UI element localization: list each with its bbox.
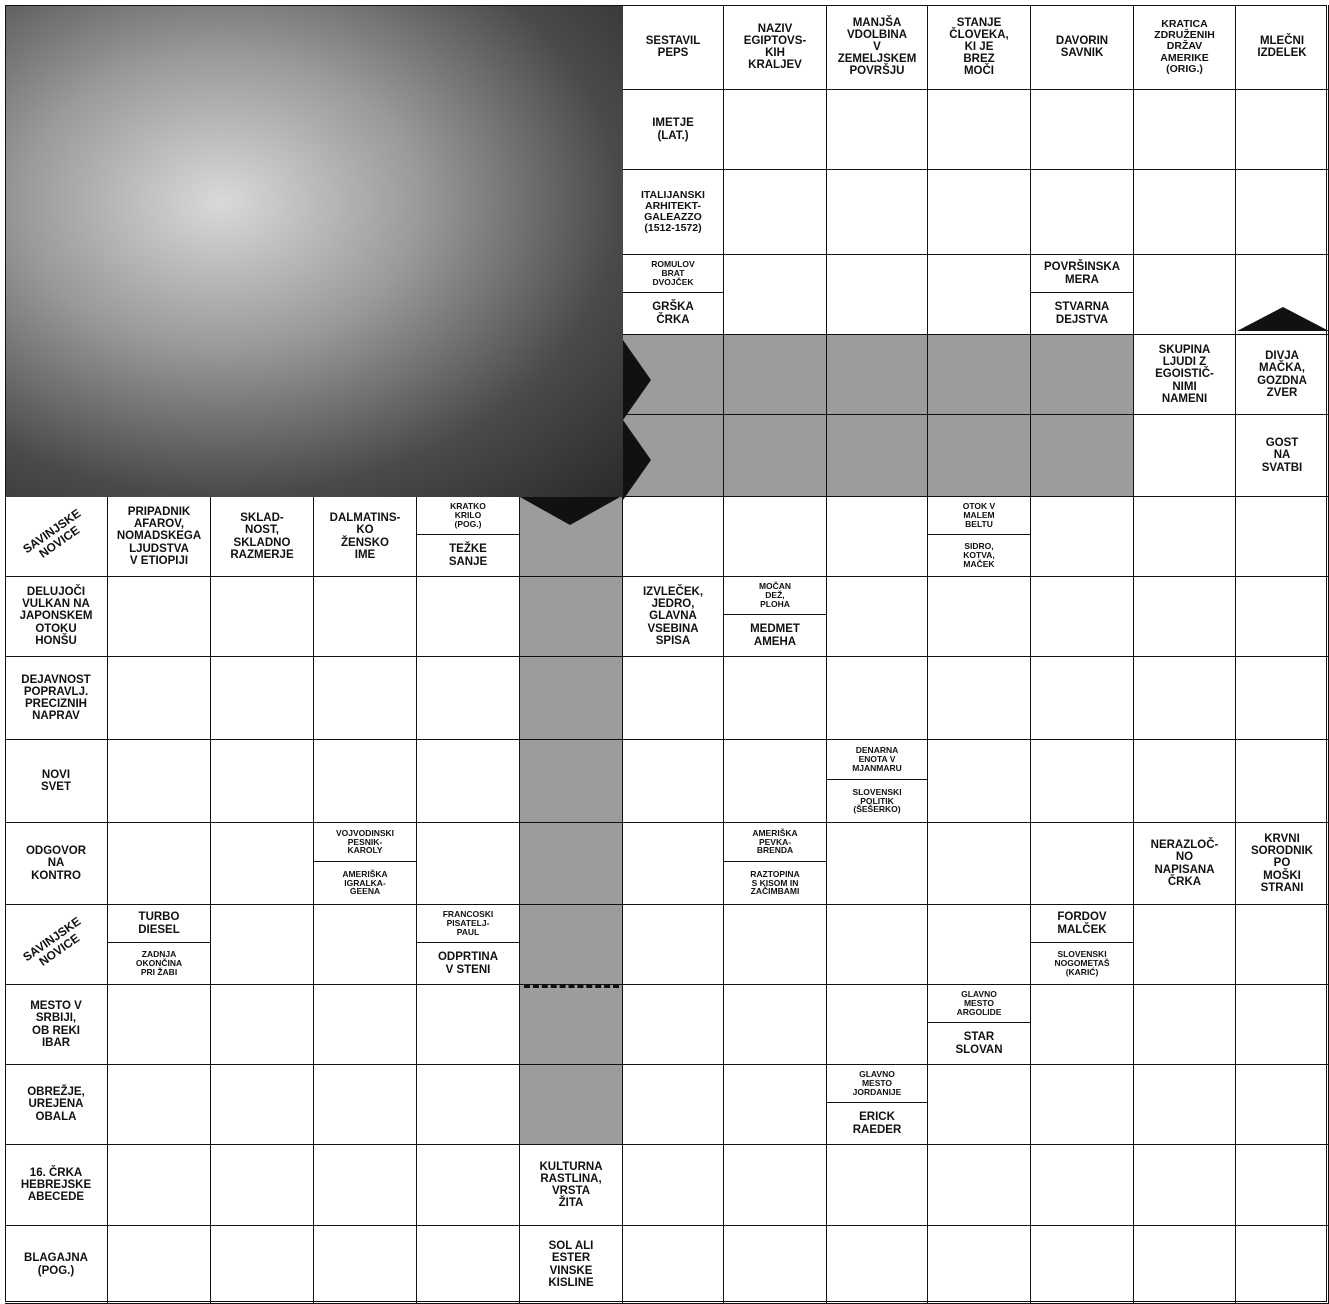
- clue-text: BLAGAJNA (POG.): [24, 1252, 88, 1277]
- clue-c33: [5, 823, 108, 905]
- answer-cell[interactable]: [623, 1065, 724, 1145]
- answer-cell[interactable]: [1134, 657, 1236, 740]
- clue-text: GLAVNO MESTO JORDANIJE: [852, 1069, 902, 1097]
- answer-cell[interactable]: [1134, 1065, 1236, 1145]
- dashed-separator: [524, 985, 619, 988]
- clue-text: DEJAVNOST POPRAVLJ. PRECIZNIH NAPRAV: [21, 673, 91, 723]
- answer-cell[interactable]: [1236, 497, 1329, 577]
- answer-cell[interactable]: [827, 985, 928, 1065]
- answer-cell[interactable]: [314, 657, 417, 740]
- clue-c9: [623, 170, 724, 255]
- clue-c18: [108, 497, 211, 577]
- clue-c13: [1031, 293, 1134, 335]
- clue-c46: [1031, 943, 1134, 985]
- clue-text: POVRŠINSKA MERA: [1043, 261, 1121, 286]
- answer-cell[interactable]: [928, 577, 1031, 657]
- clue-text: FORDOV MALČEK: [1057, 911, 1107, 936]
- answer-cell[interactable]: [623, 905, 724, 985]
- answer-cell[interactable]: [827, 577, 928, 657]
- clue-c51: [827, 1065, 928, 1103]
- answer-cell[interactable]: [417, 823, 520, 905]
- answer-cell[interactable]: [928, 90, 1031, 170]
- answer-cell[interactable]: [928, 255, 1031, 335]
- clue-c3: [827, 5, 928, 90]
- clue-c39: [1236, 823, 1329, 905]
- clue-text: DALMATINS- KO ŽENSKO IME: [329, 512, 401, 561]
- clue-text: SAVINJSKE NOVICE: [20, 506, 84, 561]
- answer-cell[interactable]: [211, 905, 314, 985]
- answer-cell[interactable]: [827, 170, 928, 255]
- answer-cell[interactable]: [314, 740, 417, 823]
- answer-cell[interactable]: [928, 905, 1031, 985]
- clue-text: 16. ČRKA HEBREJSKE ABECEDE: [20, 1166, 92, 1204]
- shaded-cell: [928, 415, 1031, 497]
- answer-cell[interactable]: [211, 985, 314, 1065]
- answer-cell[interactable]: [827, 90, 928, 170]
- clue-text: STAR SLOVAN: [955, 1031, 1003, 1056]
- answer-cell[interactable]: [1134, 90, 1236, 170]
- answer-cell[interactable]: [1134, 255, 1236, 335]
- answer-cell[interactable]: [108, 985, 211, 1065]
- answer-cell[interactable]: [928, 657, 1031, 740]
- answer-cell[interactable]: [724, 985, 827, 1065]
- clue-c22: [417, 535, 520, 577]
- answer-cell[interactable]: [928, 170, 1031, 255]
- clue-text: PRIPADNIK AFAROV, NOMADSKEGA LJUDSTVA V ETIOPIJI: [116, 506, 202, 567]
- clue-c28: [724, 615, 827, 657]
- answer-cell[interactable]: [1031, 1065, 1134, 1145]
- clue-c31: [827, 740, 928, 780]
- clue-c53: [5, 1145, 108, 1226]
- clue-text: SLOVENSKI NOGOMETAŠ (KARIĆ): [1054, 949, 1110, 977]
- clue-text: VOJVODINSKI PESNIK- KAROLY: [335, 827, 395, 856]
- shaded-cell: [520, 905, 623, 985]
- clue-text: SAVINJSKE NOVICE: [20, 914, 84, 969]
- answer-cell[interactable]: [724, 255, 827, 335]
- arrow-up-icon: [1237, 307, 1329, 331]
- answer-cell[interactable]: [827, 905, 928, 985]
- clue-c21: [417, 497, 520, 535]
- answer-cell[interactable]: [724, 1226, 827, 1304]
- clue-text: IMETJE (LAT.): [652, 117, 694, 142]
- answer-cell[interactable]: [1236, 90, 1329, 170]
- clue-c41: [108, 905, 211, 943]
- clue-text: OTOK V MALEM BELTU: [962, 501, 996, 529]
- answer-cell[interactable]: [827, 255, 928, 335]
- clue-c45: [1031, 905, 1134, 943]
- answer-cell[interactable]: [211, 1145, 314, 1226]
- clue-c48: [928, 985, 1031, 1023]
- answer-cell[interactable]: [417, 740, 520, 823]
- clue-c54: [520, 1145, 623, 1226]
- clue-c17: [5, 497, 108, 577]
- answer-cell[interactable]: [314, 905, 417, 985]
- clue-text: MOČAN DEŽ, PLOHA: [758, 581, 792, 609]
- answer-cell[interactable]: [1134, 905, 1236, 985]
- clue-text: MEDMET AMEHA: [750, 623, 800, 648]
- answer-cell[interactable]: [314, 1145, 417, 1226]
- answer-cell[interactable]: [623, 657, 724, 740]
- answer-cell[interactable]: [108, 1226, 211, 1304]
- answer-cell[interactable]: [417, 1226, 520, 1304]
- answer-cell[interactable]: [1236, 905, 1329, 985]
- clue-text: STVARNA DEJSTVA: [1054, 301, 1110, 326]
- shaded-cell: [724, 415, 827, 497]
- clue-text: TURBO DIESEL: [138, 911, 180, 936]
- answer-cell[interactable]: [417, 577, 520, 657]
- answer-cell[interactable]: [211, 577, 314, 657]
- answer-cell[interactable]: [1134, 170, 1236, 255]
- clue-text: SIDRO, KOTVA, MAČEK: [963, 541, 995, 569]
- clue-c2: [724, 5, 827, 90]
- answer-cell[interactable]: [1134, 1226, 1236, 1304]
- shaded-cell: [827, 335, 928, 415]
- clue-c6: [1134, 5, 1236, 90]
- clue-text: AMERIŠKA IGRALKA- GEENA: [342, 868, 388, 897]
- answer-cell[interactable]: [724, 1145, 827, 1226]
- answer-cell[interactable]: [1031, 577, 1134, 657]
- answer-cell[interactable]: [1134, 497, 1236, 577]
- clue-c16: [1236, 415, 1329, 497]
- answer-cell[interactable]: [724, 657, 827, 740]
- answer-cell[interactable]: [1031, 740, 1134, 823]
- answer-cell[interactable]: [314, 577, 417, 657]
- answer-cell[interactable]: [1236, 1226, 1329, 1304]
- answer-cell[interactable]: [928, 1226, 1031, 1304]
- shaded-cell: [1031, 335, 1134, 415]
- answer-cell[interactable]: [1236, 1065, 1329, 1145]
- clue-text: MANJŠA VDOLBINA V ZEMELJSKEM POVRŠJU: [837, 16, 917, 78]
- clue-c11: [623, 293, 724, 335]
- shaded-cell: [520, 740, 623, 823]
- answer-cell[interactable]: [417, 985, 520, 1065]
- answer-cell[interactable]: [623, 823, 724, 905]
- answer-cell[interactable]: [1031, 823, 1134, 905]
- clue-text: GOST NA SVATBI: [1261, 437, 1303, 474]
- answer-cell[interactable]: [1236, 985, 1329, 1065]
- clue-text: FRANCOSKI PISATELJ- PAUL: [442, 909, 494, 937]
- shaded-cell: [928, 335, 1031, 415]
- clue-c30: [5, 740, 108, 823]
- clue-text: TEŽKE SANJE: [448, 543, 488, 568]
- clue-c50: [5, 1065, 108, 1145]
- clue-c27: [724, 577, 827, 615]
- answer-cell[interactable]: [623, 985, 724, 1065]
- clue-c10: [623, 255, 724, 293]
- clue-text: MESTO V SRBIJI, OB REKI IBAR: [30, 1000, 82, 1049]
- clue-text: SESTAVIL PEPS: [645, 34, 701, 59]
- answer-cell[interactable]: [1031, 170, 1134, 255]
- shaded-cell: [520, 1065, 623, 1145]
- clue-c23: [928, 497, 1031, 535]
- answer-cell[interactable]: [1031, 1226, 1134, 1304]
- clue-text: KULTURNA RASTLINA, VRSTA ŽITA: [539, 1160, 603, 1210]
- shaded-cell: [827, 415, 928, 497]
- answer-cell[interactable]: [417, 1145, 520, 1226]
- arrow-right-icon: [623, 340, 651, 420]
- answer-cell[interactable]: [108, 823, 211, 905]
- answer-cell[interactable]: [1236, 1145, 1329, 1226]
- clue-c8: [623, 90, 724, 170]
- clue-text: KRVNI SORODNIK PO MOŠKI STRANI: [1251, 833, 1313, 894]
- clue-text: ERICK RAEDER: [852, 1111, 902, 1136]
- clue-c14: [1134, 335, 1236, 415]
- clue-c24: [928, 535, 1031, 577]
- clue-c43: [417, 905, 520, 943]
- answer-cell[interactable]: [314, 985, 417, 1065]
- answer-cell[interactable]: [928, 823, 1031, 905]
- answer-cell[interactable]: [623, 740, 724, 823]
- clue-text: DIVJA MAČKA, GOZDNA ZVER: [1257, 350, 1307, 399]
- clue-c55: [5, 1226, 108, 1304]
- clue-c49: [928, 1023, 1031, 1065]
- answer-cell[interactable]: [1031, 657, 1134, 740]
- clue-c5: [1031, 5, 1134, 90]
- answer-cell[interactable]: [108, 657, 211, 740]
- shaded-cell: [520, 823, 623, 905]
- answer-cell[interactable]: [1031, 90, 1134, 170]
- clue-text: ODGOVOR NA KONTRO: [25, 845, 87, 882]
- clue-text: ZADNJA OKONČINA PRI ŽABI: [135, 949, 183, 977]
- answer-cell[interactable]: [1031, 1145, 1134, 1226]
- clue-c15: [1236, 335, 1329, 415]
- clue-c26: [623, 577, 724, 657]
- answer-cell[interactable]: [623, 1226, 724, 1304]
- clue-text: SOL ALI ESTER VINSKE KISLINE: [548, 1240, 594, 1289]
- clue-text: GLAVNO MESTO ARGOLIDE: [956, 989, 1002, 1017]
- answer-cell[interactable]: [1031, 497, 1134, 577]
- answer-cell[interactable]: [827, 1226, 928, 1304]
- clue-text: MLEČNI IZDELEK: [1257, 34, 1307, 59]
- clue-c47: [5, 985, 108, 1065]
- clue-c42: [108, 943, 211, 985]
- shaded-cell: [520, 577, 623, 657]
- answer-cell[interactable]: [211, 657, 314, 740]
- arrow-down-icon: [520, 497, 620, 525]
- clue-text: ITALIJANSKI ARHITEKT- GALEAZZO (1512-1572): [641, 188, 705, 235]
- photo-mother-kissing-baby: [5, 5, 623, 497]
- shaded-cell: [520, 657, 623, 740]
- clue-c36: [724, 823, 827, 862]
- clue-text: OBREŽJE, UREJENA OBALA: [27, 1086, 85, 1123]
- clue-c4: [928, 5, 1031, 90]
- answer-cell[interactable]: [108, 740, 211, 823]
- answer-cell[interactable]: [827, 657, 928, 740]
- answer-cell[interactable]: [1236, 740, 1329, 823]
- answer-cell[interactable]: [724, 905, 827, 985]
- clue-c35: [314, 862, 417, 905]
- clue-c32: [827, 780, 928, 823]
- answer-cell[interactable]: [1031, 985, 1134, 1065]
- answer-cell[interactable]: [827, 1145, 928, 1226]
- answer-cell[interactable]: [314, 1065, 417, 1145]
- clue-text: NERAZLOČ- NO NAPISANA ČRKA: [1150, 839, 1219, 888]
- clue-c37: [724, 862, 827, 905]
- answer-cell[interactable]: [108, 1065, 211, 1145]
- answer-cell[interactable]: [1236, 657, 1329, 740]
- clue-text: ROMULOV BRAT DVOJČEK: [651, 259, 695, 287]
- clue-c38: [1134, 823, 1236, 905]
- shaded-cell: [1031, 415, 1134, 497]
- clue-c1: [623, 5, 724, 90]
- answer-cell[interactable]: [417, 1065, 520, 1145]
- clue-c34: [314, 823, 417, 862]
- clue-c20: [314, 497, 417, 577]
- answer-cell[interactable]: [724, 740, 827, 823]
- clue-text: KRATICA ZDRUŽENIH DRŽAV AMERIKE (ORIG.): [1154, 18, 1215, 75]
- clue-c19: [211, 497, 314, 577]
- shaded-cell: [520, 985, 623, 1065]
- answer-cell[interactable]: [1134, 415, 1236, 497]
- answer-cell[interactable]: [724, 1065, 827, 1145]
- answer-cell[interactable]: [211, 1065, 314, 1145]
- answer-cell[interactable]: [1134, 740, 1236, 823]
- clue-text: DELUJOČI VULKAN NA JAPONSKEM OTOKU HONŠU: [19, 586, 93, 647]
- clue-text: ODPRTINA V STENI: [437, 951, 499, 976]
- answer-cell[interactable]: [1236, 170, 1329, 255]
- clue-text: DAVORIN SAVNIK: [1055, 34, 1109, 59]
- clue-c52: [827, 1103, 928, 1145]
- clue-text: SKLAD- NOST, SKLADNO RAZMERJE: [230, 512, 294, 561]
- clue-text: RAZTOPINA S KISOM IN ZAČIMBAMI: [750, 868, 800, 897]
- clue-c25: [5, 577, 108, 657]
- clue-c12: [1031, 255, 1134, 293]
- answer-cell[interactable]: [928, 1145, 1031, 1226]
- clue-c40: [5, 905, 108, 985]
- clue-text: GRŠKA ČRKA: [652, 301, 694, 326]
- answer-cell[interactable]: [928, 1065, 1031, 1145]
- answer-cell[interactable]: [417, 657, 520, 740]
- answer-cell[interactable]: [211, 1226, 314, 1304]
- clue-c56: [520, 1226, 623, 1304]
- clue-text: NOVI SVET: [40, 768, 72, 793]
- answer-cell[interactable]: [623, 1145, 724, 1226]
- answer-cell[interactable]: [724, 170, 827, 255]
- answer-cell[interactable]: [724, 90, 827, 170]
- clue-c44: [417, 943, 520, 985]
- answer-cell[interactable]: [1134, 985, 1236, 1065]
- clue-text: KRATKO KRILO (POG.): [450, 501, 486, 529]
- answer-cell[interactable]: [1236, 577, 1329, 657]
- clue-c7: [1236, 5, 1329, 90]
- answer-cell[interactable]: [928, 740, 1031, 823]
- clue-text: IZVLEČEK, JEDRO, GLAVNA VSEBINA SPISA: [642, 586, 704, 647]
- answer-cell[interactable]: [108, 1145, 211, 1226]
- clue-c29: [5, 657, 108, 740]
- clue-text: AMERIŠKA PEVKA- BRENDA: [752, 827, 798, 856]
- answer-cell[interactable]: [827, 823, 928, 905]
- clue-text: SKUPINA LJUDI Z EGOISTIČ- NIMI NAMENI: [1155, 344, 1214, 405]
- clue-text: DENARNA ENOTA V MJANMARU: [852, 745, 902, 773]
- answer-cell[interactable]: [108, 577, 211, 657]
- answer-cell[interactable]: [623, 497, 724, 577]
- clue-text: SLOVENSKI POLITIK (ŠEŠERKO): [852, 786, 902, 815]
- answer-cell[interactable]: [724, 497, 827, 577]
- clue-text: STANJE ČLOVEKA, KI JE BREZ MOČI: [949, 16, 1009, 78]
- answer-cell[interactable]: [211, 740, 314, 823]
- shaded-cell: [724, 335, 827, 415]
- answer-cell[interactable]: [314, 1226, 417, 1304]
- answer-cell[interactable]: [827, 497, 928, 577]
- answer-cell[interactable]: [1134, 577, 1236, 657]
- answer-cell[interactable]: [211, 823, 314, 905]
- arrow-right-icon: [623, 420, 651, 500]
- clue-text: NAZIV EGIPTOVS- KIH KRALJEV: [743, 22, 807, 72]
- answer-cell[interactable]: [1134, 1145, 1236, 1226]
